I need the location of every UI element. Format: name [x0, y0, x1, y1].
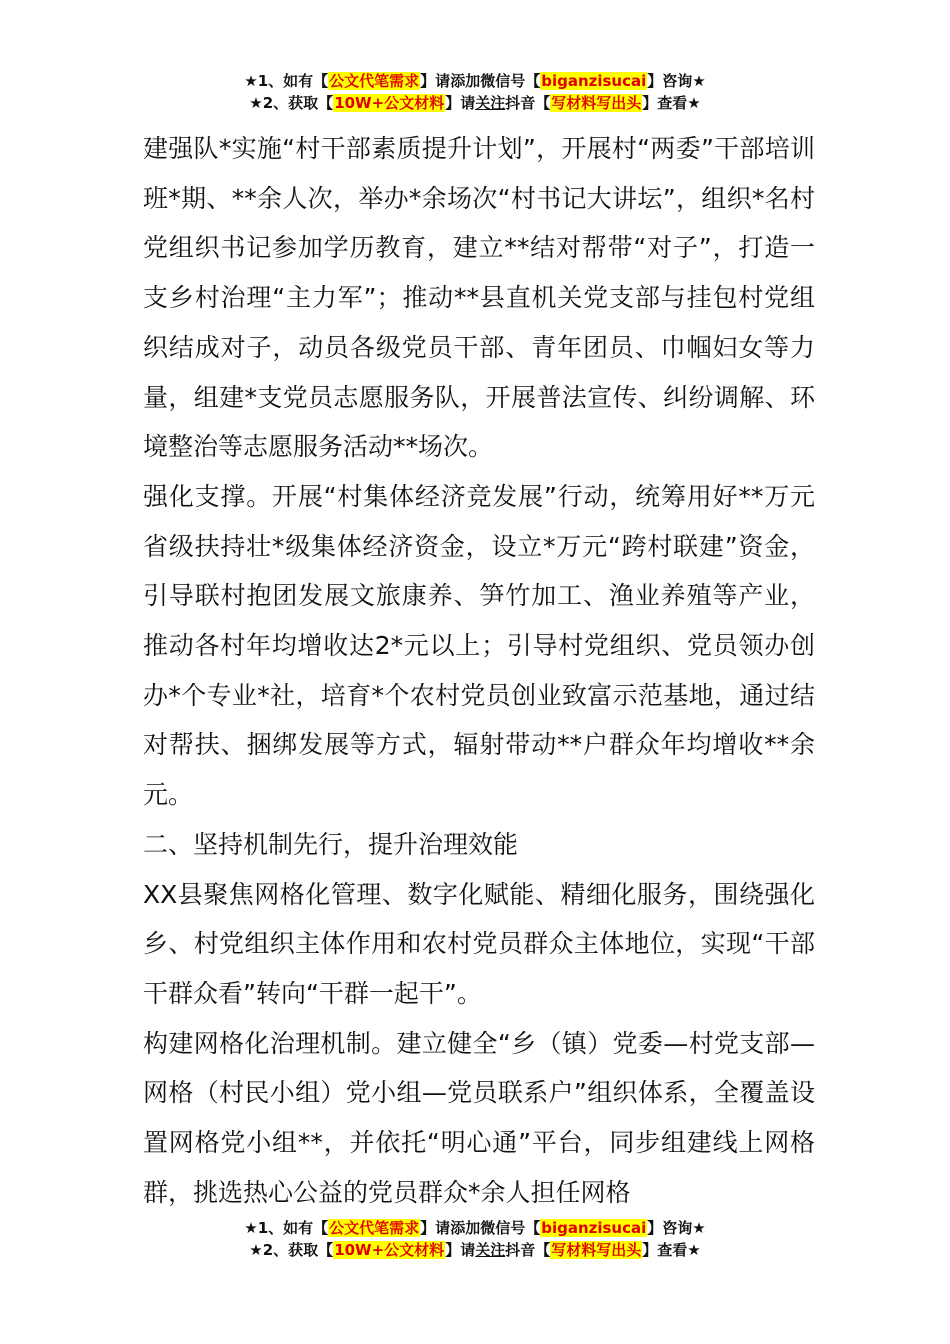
paragraph-intro: XX县聚焦网格化管理、数字化赋能、精细化服务，围绕强化乡、村党组织主体作用和农村党员群众主体地位，实现“干部干群众看”转向“干群一起干”。: [143, 879, 815, 1008]
highlight-service: 公文代笔需求: [329, 1219, 420, 1237]
highlight-materials: 10W+公文材料: [334, 94, 445, 112]
highlight-wechat-id: biganzisucai: [541, 1219, 647, 1237]
paragraph-support: 强化支撑。开展“村集体经济竞发展”行动，统筹用好**万元省级扶持壮*级集体经济资金，设立*万元“跨村联建”资金，引导联村抱团发展文旅康养、笋竹加工、渔业养殖等产业，推动各村年均增收达2*元以上；引导村党组织、党员领办创办*个专业*社，培育*个农村党员创业致富示范基地，通过结对帮扶、捆绑发展等方式，辐射带动**户群众年均增收**余元。: [143, 481, 815, 810]
highlight-douyin: 写材料写出头: [551, 1241, 642, 1259]
section-heading: 二、坚持机制先行，提升治理效能: [143, 829, 519, 859]
highlight-service: 公文代笔需求: [329, 72, 420, 90]
promo-line-1: ★1、如有【公文代笔需求】请添加微信号【biganzisucai】咨询★: [244, 72, 706, 90]
promo-line-2: ★2、获取【10W+公文材料】请关注抖音【写材料写出头】查看★: [249, 1241, 701, 1259]
promo-line-2: ★2、获取【10W+公文材料】请关注抖音【写材料写出头】查看★: [249, 94, 701, 112]
paragraph-grid-mechanism: 构建网格化治理机制。建立健全“乡（镇）党委—村党支部—网格（村民小组）党小组—党员联系户”组织体系，全覆盖设置网格党小组**，并依托“明心通”平台，同步组建线上网格群，挑选热心公益的党员群众*余人担任网格: [143, 1028, 815, 1207]
document-body: [143, 124, 815, 1217]
paragraph-team-building: 建强队*实施“村干部素质提升计划”，开展村“两委”干部培训班*期、**余人次，举办*余场次“村书记大讲坛”，组织*名村党组织书记参加学历教育，建立**结对帮带“对子”，打造一支乡村治理“主力军”；推动**县直机关党支部与挂包村党组织结成对子，动员各级党员干部、青年团员、巾帼妇女等力量，组建*支党员志愿服务队，开展普法宣传、纠纷调解、环境整治等志愿服务活动**场次。: [143, 134, 815, 462]
highlight-wechat-id: biganzisucai: [541, 72, 647, 90]
highlight-douyin: 写材料写出头: [551, 94, 642, 112]
top-promo-banner: [0, 70, 950, 114]
highlight-materials: 10W+公文材料: [334, 1241, 445, 1259]
promo-line-1: ★1、如有【公文代笔需求】请添加微信号【biganzisucai】咨询★: [244, 1219, 706, 1237]
bottom-promo-banner: [0, 1217, 950, 1261]
